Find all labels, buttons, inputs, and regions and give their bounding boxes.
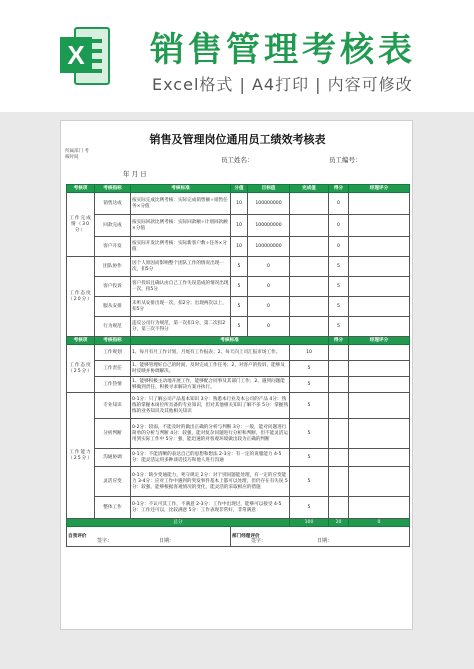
- banner: [0, 0, 474, 112]
- date-label: 年 月 日: [123, 170, 147, 178]
- manager-eval-label: 部门经理评价: [232, 533, 260, 539]
- employee-no-label: 员工编号：: [329, 156, 362, 164]
- sheet-title: 销售及管理岗位通用员工绩效考核表: [149, 133, 326, 146]
- banner-title: 销售管理考核表: [150, 30, 416, 70]
- assessment-table: [66, 184, 410, 547]
- table-row: 工作态度（25分） 工作规划 1、每月有月工作计划，月尾有工作报表；2、每天向上司汇报市场工作。 10: [67, 345, 410, 361]
- side-note: 所属部门 考核时间: [65, 149, 89, 160]
- table-row: 回款完成 按实际回款比例考核：实际回款额÷计划回款额×分值 10 100000000 0: [67, 215, 410, 237]
- table-row: 沟通协调 0-1分：不能清晰的表达自己的思想和想法 2-3分：有一定的说服能力 4-5分：能灵活运用多种谈话技巧和他人进行沟通 5: [67, 449, 410, 467]
- manager-sign-label: 签字：: [251, 538, 267, 544]
- table-row: 工作责任 1、能够管理好自己的时间，及时完成工作任务；2、对客户的投诉，能够及时反映并协调解决。 5: [67, 361, 410, 377]
- table-row: 工作能力（25分） 专业知识 0-1分：只了解公司产品基本知识 3分：熟悉本行业及本公司的产品 4分：熟练的掌握本岗位所具备的专业知识，但对其他相关知识了解不多 5分：掌握熟练的业务知识及其他相关知识 5: [67, 393, 410, 419]
- table-row: 服从安排 未听从安排出现一次，扣2分；出现两次以上，扣5分 5 0 5: [67, 297, 410, 317]
- table-header-2: 考核项 考核指标 考核标准 得分 经理评分: [67, 337, 410, 345]
- employee-name-label: 员工姓名：: [221, 156, 254, 164]
- table-row: 整体工作 0-1分：不认可其工作，不满意 2-3分：工作中出现过，能够可以接受 4-5分：工作还可以，比较满意 5分：工作表现非常好，非常满意 5: [67, 497, 410, 519]
- table-row: 客户开发 按实际开发比例考核：实际新客户数÷任务×分值 10 100000000 0: [67, 237, 410, 257]
- banner-subtitle: Excel格式 | A4打印 | 内容可修改: [152, 75, 413, 94]
- self-eval-label: 自我评价: [68, 533, 87, 539]
- table-row: 工作态度（20分） 团队协作 因个人原因而影响整个团队工作的情况出现一次，扣5分 5 0 5: [67, 257, 410, 277]
- table-header: 考核项 考核指标 考核标准 分值 目标值 完成值 得分 经理评分: [67, 185, 410, 193]
- table-row: 分析判断 0-2分：较弱，不能及时的做出正确的分析与判断 3分：一般，能对问题进行简单的分析与判断 4分：较强，能对复杂问题进行分析和判断，但不能灵活运用到实际工作中 5分：强，能迅速的对客观环境做出较为正确的判断 5: [67, 419, 410, 449]
- self-date-label: 日期：: [159, 538, 175, 544]
- table-row: 工作完成情（30分） 销售达成 按实际完成比例考核：实际完成销售额÷销售任务×分值 10 100000000 0: [67, 193, 410, 215]
- table-row: 灵活应变 0-1分：缺少变通能力，死守规定 2分：对于别问题能处理，有一定的应变能力 3-4分：应对工作中遇到的突发事件基本上都可以处理，但仍存在有失误 5分：较强，能够根据客观情况的变化，能灵活的采取相应的措施 5: [67, 467, 410, 497]
- table-row: 客户投诉 客户投诉且确认由自己工作失误造成的情况出现一次，扣5分 5 0 5: [67, 277, 410, 297]
- manager-date-label: 日期：: [317, 538, 333, 544]
- self-sign-label: 签字：: [97, 538, 113, 544]
- table-row: 工作热情 1、能够积极主动地开展工作，能够配合同事及其部门工作；2、遇到问题能够做到责任、积极寻求解决方案并执行。 5: [67, 377, 410, 393]
- total-row: 总分 100 20 0: [67, 519, 410, 527]
- spreadsheet-preview: [60, 120, 413, 630]
- evaluation-row: [67, 527, 410, 547]
- excel-logo-icon: X: [60, 25, 110, 89]
- table-row: 行为规范 违反公司行为规范，第一次扣1分，第二次扣2分，第三次不得分 5 0 5: [67, 317, 410, 337]
